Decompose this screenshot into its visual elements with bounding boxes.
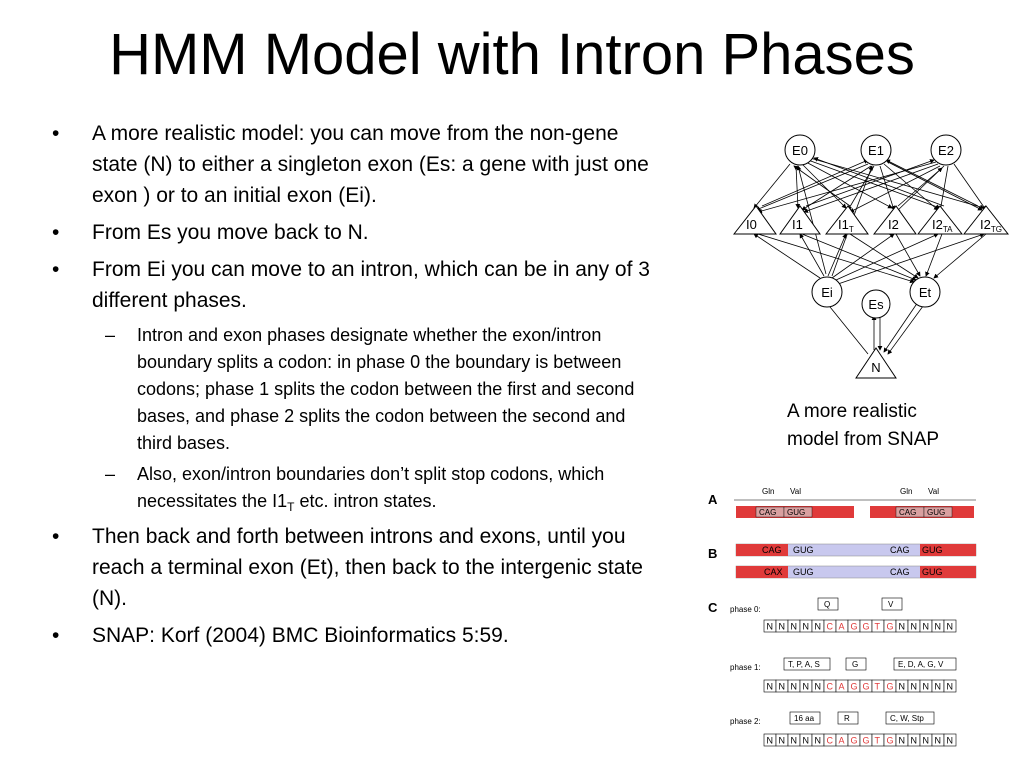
state-label: Es	[868, 297, 884, 312]
codon-text: GUG	[793, 567, 814, 577]
bullet-symbol: •	[52, 624, 60, 647]
nucleotide-letter: A	[838, 735, 845, 746]
nucleotide-letter: G	[850, 621, 858, 632]
panel-a	[734, 487, 976, 518]
phase-label: phase 0:	[730, 605, 761, 614]
intron-label: I2	[888, 217, 899, 232]
nucleotide-letter: C	[826, 681, 833, 692]
nucleotide-letter: A	[838, 681, 845, 692]
nucleotide-letter: N	[946, 621, 953, 632]
sequence-rows	[764, 620, 956, 746]
nucleotide-letter: G	[886, 681, 894, 692]
sub-bullet-text-end: etc. intron states.	[294, 491, 437, 511]
sequence-figure	[700, 480, 990, 756]
aa-box-text: G	[852, 660, 859, 669]
nucleotide-letter: N	[922, 681, 929, 692]
nucleotide-letter: N	[898, 621, 905, 632]
intron-label: $I1_T$	[838, 217, 854, 234]
bullet-item	[52, 217, 652, 248]
codon-text: GUG	[793, 545, 814, 555]
nucleotide-letter: G	[862, 621, 870, 632]
caption-line: A more realistic	[787, 401, 917, 422]
sub-bullet-text: Intron and exon phases designate whether the exon/intron boundary splits a codon: in phase 0 the boundary is between codons; phase 1 splits the codon between the first and second bases, and phase 2 splits the codon between the second and third bases.	[137, 325, 635, 453]
bullet-symbol: •	[52, 221, 60, 244]
nucleotide-letter: C	[826, 735, 833, 746]
nucleotide-letter: T	[874, 621, 880, 632]
panel-label: B	[708, 546, 718, 561]
figure-caption	[787, 398, 939, 454]
nucleotide-letter: G	[850, 735, 858, 746]
aa-box-text: Q	[824, 600, 831, 609]
codon-text: GUG	[787, 508, 806, 517]
slide-title: HMM Model with Intron Phases	[109, 22, 915, 87]
panel-label: A	[708, 492, 718, 507]
bullet-symbol: •	[52, 525, 60, 548]
bullet-item	[52, 254, 652, 316]
nucleotide-letter: N	[934, 681, 941, 692]
nucleotide-letter: N	[946, 735, 953, 746]
nucleotide-letter: N	[934, 735, 941, 746]
bullet-symbol: •	[52, 258, 60, 281]
nucleotide-letter: N	[922, 735, 929, 746]
nucleotide-letter: N	[814, 735, 821, 746]
bullet-text: A more realistic model: you can move from the non-gene state (N) to either a singleton exon (Es: a gene with just one exon ) or to an initial exon (Ei).	[92, 122, 649, 207]
nucleotide-letter: N	[946, 681, 953, 692]
nucleotide-letter: N	[790, 621, 797, 632]
aa-box-text: T, P, A, S	[788, 660, 820, 669]
nucleotide-letter: N	[766, 681, 773, 692]
nucleotide-letter: G	[886, 735, 894, 746]
codon-text: CAG	[890, 545, 910, 555]
state-label: E0	[792, 143, 808, 158]
nucleotide-letter: N	[802, 681, 809, 692]
sub-bullet-item	[105, 461, 647, 517]
nucleotide-letter: N	[898, 735, 905, 746]
nucleotide-letter: G	[862, 735, 870, 746]
bullet-symbol: •	[52, 122, 60, 145]
bullet-item	[52, 521, 652, 614]
nucleotide-letter: N	[778, 735, 785, 746]
bullet-text: From Ei you can move to an intron, which can be in any of 3 different phases.	[92, 258, 650, 312]
nucleotide-letter: N	[934, 621, 941, 632]
state-label: E1	[868, 143, 884, 158]
amino-acid-label: Gln	[900, 487, 913, 496]
nucleotide-letter: T	[874, 681, 880, 692]
codon-text: GUG	[922, 545, 943, 555]
nucleotide-letter: G	[886, 621, 894, 632]
aa-box-text: V	[888, 600, 894, 609]
bullet-list	[52, 118, 652, 657]
dash-symbol: –	[105, 464, 116, 484]
subscript: T	[287, 500, 295, 514]
aa-box-text: R	[844, 714, 850, 723]
phase-label: phase 1:	[730, 663, 761, 672]
nucleotide-letter: N	[778, 681, 785, 692]
nucleotide-letter: N	[922, 621, 929, 632]
phase-label: phase 2:	[730, 717, 761, 726]
state-label: Ei	[821, 285, 833, 300]
intron-label: I0	[746, 217, 757, 232]
codon-text: GUG	[922, 567, 943, 577]
state-label: N	[871, 360, 881, 375]
intron-label: I1	[792, 217, 803, 232]
codon-text: CAX	[764, 567, 783, 577]
nucleotide-letter: N	[790, 681, 797, 692]
state-label: Et	[918, 285, 932, 300]
lower-states	[812, 277, 940, 318]
bullet-text: From Es you move back to N.	[92, 221, 369, 244]
nucleotide-letter: N	[910, 621, 917, 632]
caption-line: model from SNAP	[787, 429, 940, 450]
nucleotide-letter: N	[814, 681, 821, 692]
panel-b	[736, 544, 976, 578]
amino-acid-label: Gln	[762, 487, 775, 496]
dash-symbol: –	[105, 325, 116, 345]
nucleotide-letter: N	[802, 621, 809, 632]
bullet-text: Then back and forth between introns and exons, until you reach a terminal exon (Et), then back to the intergenic state (N).	[92, 525, 643, 610]
codon-text: CAG	[890, 567, 910, 577]
codon-text: CAG	[762, 545, 782, 555]
nucleotide-letter: C	[826, 621, 833, 632]
bullet-text: SNAP: Korf (2004) BMC Bioinformatics 5:59.	[92, 624, 509, 647]
nucleotide-letter: N	[802, 735, 809, 746]
codon-text: CAG	[759, 508, 777, 517]
nucleotide-letter: N	[790, 735, 797, 746]
intron-label: $I2_{TA}$	[932, 217, 953, 234]
panel-label: C	[708, 600, 718, 615]
intron-states	[734, 206, 1008, 234]
hmm-state-diagram	[728, 126, 1020, 386]
nucleotide-letter: N	[814, 621, 821, 632]
nucleotide-letter: N	[778, 621, 785, 632]
nucleotide-letter: N	[898, 681, 905, 692]
nucleotide-letter: N	[766, 735, 773, 746]
nucleotide-letter: N	[910, 735, 917, 746]
exon-states	[785, 135, 961, 165]
aa-box-text: C, W, Stp	[890, 714, 924, 723]
transition-arrows	[754, 158, 986, 354]
nucleotide-letter: T	[874, 735, 880, 746]
amino-acid-label: Val	[790, 487, 801, 496]
intron-label: $I2_{TG}$	[980, 217, 1002, 234]
codon-text: CAG	[899, 508, 917, 517]
amino-acid-label: Val	[928, 487, 939, 496]
bullet-item	[52, 620, 652, 651]
nucleotide-letter: G	[862, 681, 870, 692]
nucleotide-letter: G	[850, 681, 858, 692]
aa-box-text: E, D, A, G, V	[898, 660, 944, 669]
sub-bullet-item	[105, 322, 647, 457]
state-label: E2	[938, 143, 954, 158]
sub-bullet-text: Also, exon/intron boundaries don’t split stop codons, which necessitates the I1	[137, 464, 605, 511]
nucleotide-letter: A	[838, 621, 845, 632]
nucleotide-letter: N	[910, 681, 917, 692]
codon-text: GUG	[927, 508, 946, 517]
panel-c	[730, 598, 956, 726]
aa-box-text: 16 aa	[794, 714, 815, 723]
nucleotide-letter: N	[766, 621, 773, 632]
bullet-item	[52, 118, 652, 211]
